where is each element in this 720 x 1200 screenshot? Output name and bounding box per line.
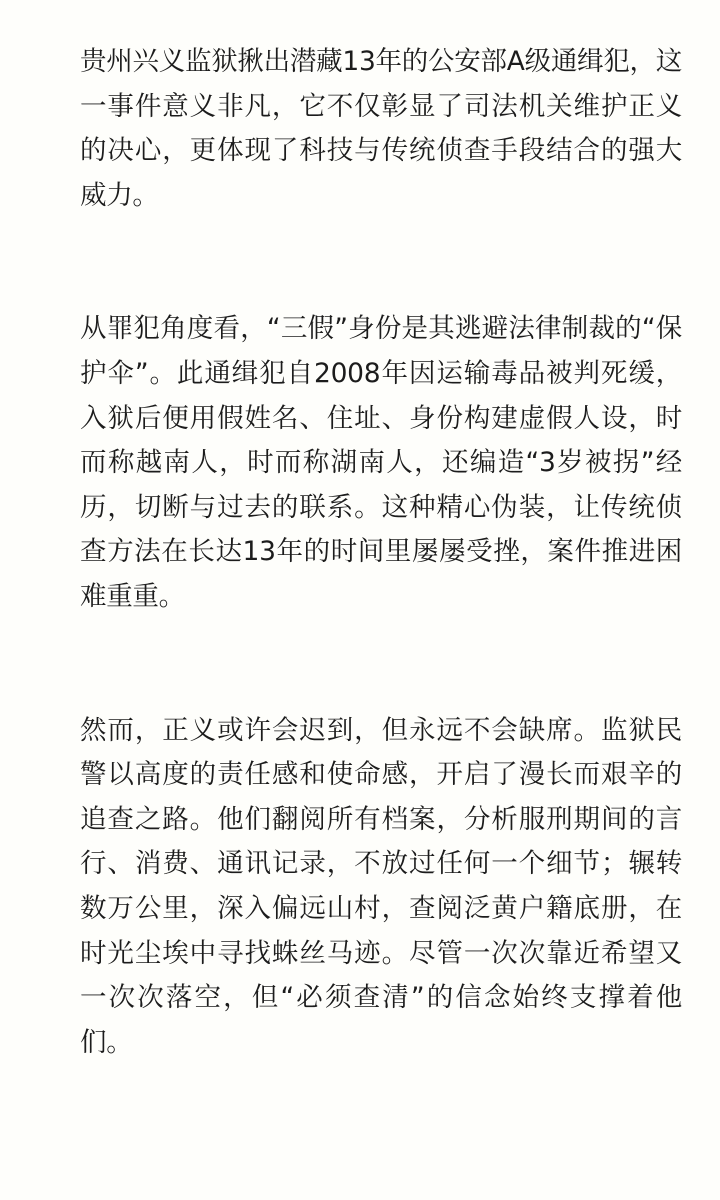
paragraph-1: 贵州兴义监狱揪出潜藏13年的公安部A级通缉犯，这一事件意义非凡，它不仅彰显了司法机关维护正义的决心，更体现了科技与传统侦查手段结合的强大威力。: [80, 46, 682, 211]
paragraph-3: 然而，正义或许会迟到，但永远不会缺席。监狱民警以高度的责任感和使命感，开启了漫长而艰辛的追查之路。他们翻阅所有档案，分析服刑期间的言行、消费、通讯记录，不放过任何一个细节；辗转数万公里，深入偏远山村，查阅泛黄户籍底册，在时光尘埃中寻找蛛丝马迹。尽管一次次靠近希望又一次次落空，但“必须查清”的信念始终支撑着他们。: [80, 714, 682, 1058]
article-body: [80, 40, 682, 1065]
paragraph-2: 从罪犯角度看，“三假”身份是其逃避法律制裁的“保护伞”。此通缉犯自2008年因运输毒品被判死缓，入狱后便用假姓名、住址、身份构建虚假人设，时而称越南人，时而称湖南人，还编造“3岁被拐”经历，切断与过去的联系。这种精心伪装，让传统侦查方法在长达13年的时间里屡屡受挫，案件推进困难重重。: [80, 313, 682, 612]
